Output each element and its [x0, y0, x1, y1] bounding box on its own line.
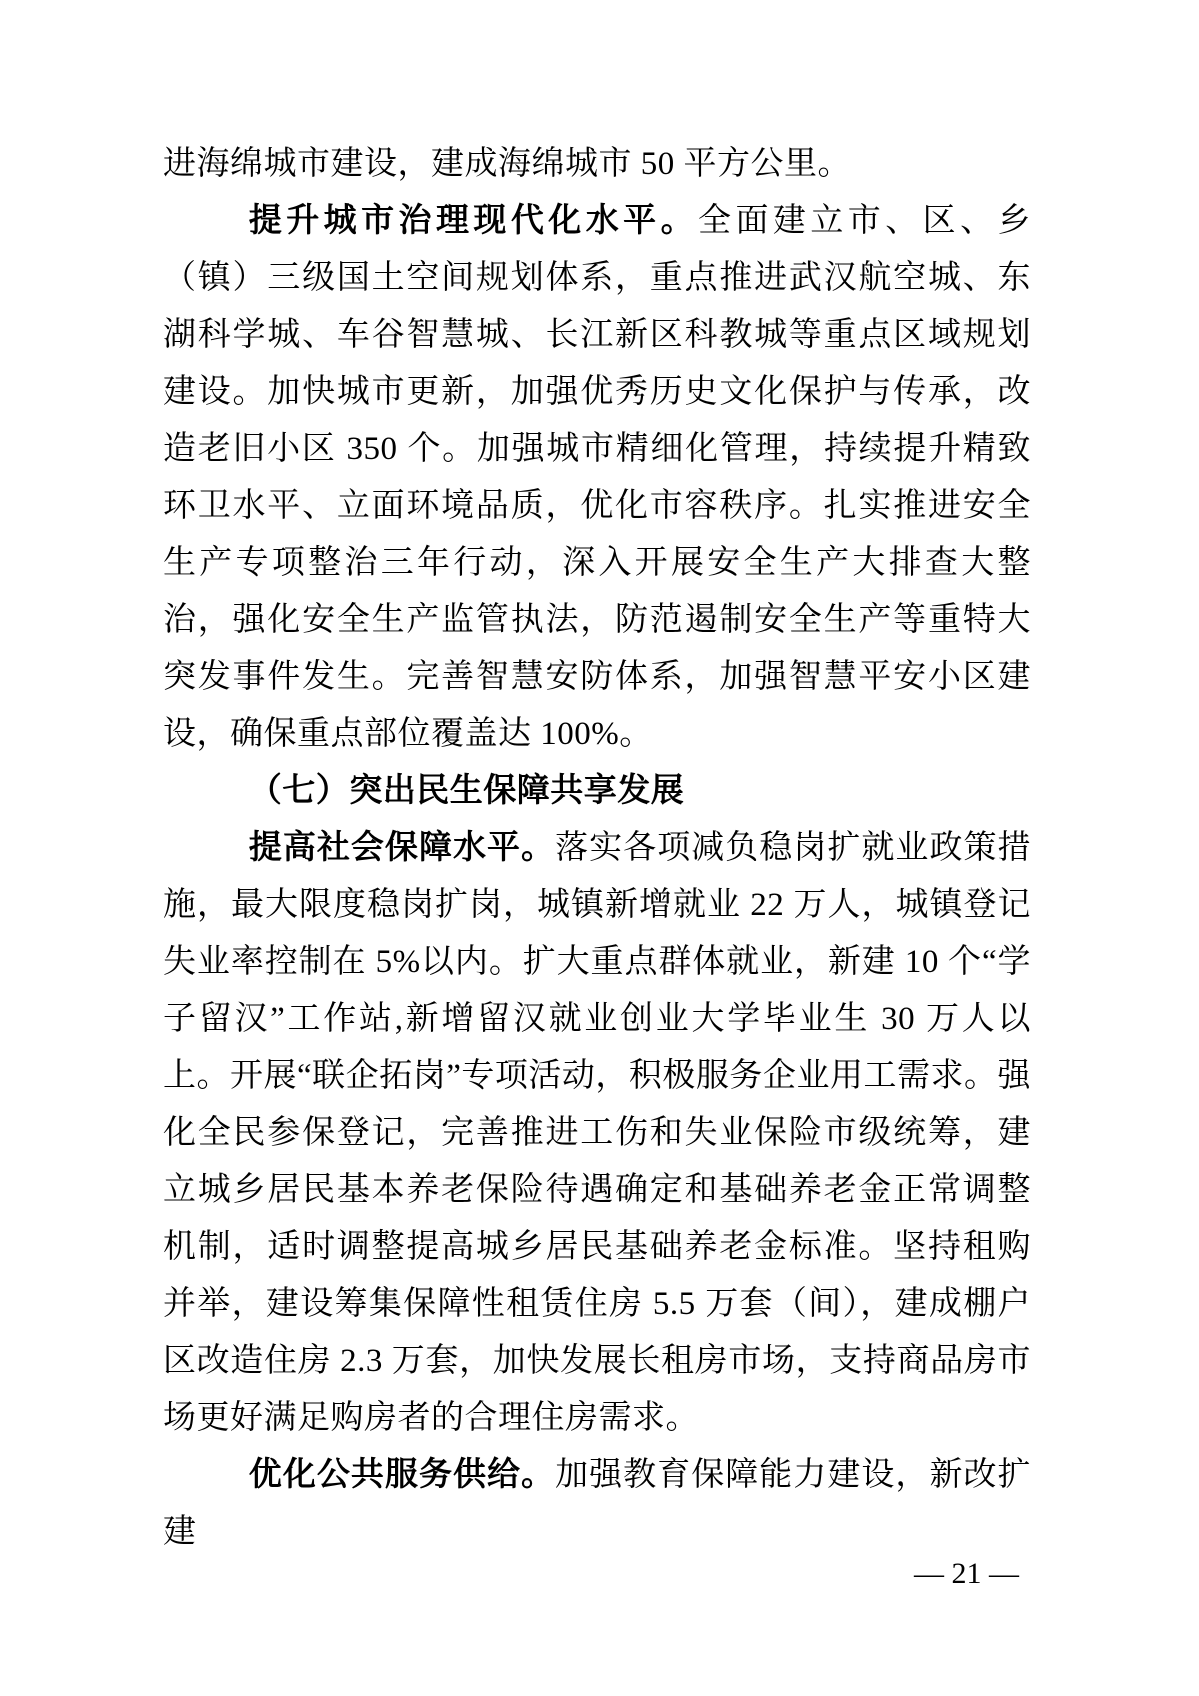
paragraph-text: 加强教育保障能力建设，新改扩建	[163, 1457, 1032, 1550]
paragraph-lead: （七）突出民生保障共享发展	[248, 773, 685, 809]
paragraph-text: 进海绵城市建设，建成海绵城市 50 平方公里。	[163, 146, 851, 182]
paragraph-lead: 提升城市治理现代化水平。	[248, 203, 699, 239]
paragraph-text: 全面建立市、区、乡（镇）三级国土空间规划体系，重点推进武汉航空城、东湖科学城、车谷智慧城、长江新区科教城等重点区域规划建设。加快城市更新，加强优秀历史文化保护与传承，改造老旧小区 350 个。加强城市精细化管理，持续提升精致环卫水平、立面环境品质，优化市容秩序。扎实推进安全生产专项整治三年行动，深入开展安全生产大排查大整治，强化安全生产监管执法，防范遏制安全生产等重特大突发事件发生。完善智慧安防体系，加强智慧平安小区建设，确保重点部位覆盖达 100%。	[163, 203, 1032, 752]
paragraph-urban-governance	[163, 193, 1031, 763]
paragraph-text: 落实各项减负稳岗扩就业政策措施，最大限度稳岗扩岗，城镇新增就业 22 万人，城镇登记失业率控制在 5%以内。扩大重点群体就业，新建 10 个“学子留汉”工作站,新增留汉就业创业大学毕业生 30 万人以上。开展“联企拓岗”专项活动，积极服务企业用工需求。强化全民参保登记，完善推进工伤和失业保险市级统筹，建立城乡居民基本养老保险待遇确定和基础养老金正常调整机制，适时调整提高城乡居民基础养老金标准。坚持租购并举，建设筹集保障性租赁住房 5.5 万套（间），建成棚户区改造住房 2.3 万套，加快发展长租房市场，支持商品房市场更好满足购房者的合理住房需求。	[163, 830, 1032, 1436]
document-body	[163, 136, 1031, 1561]
paragraph-sponge-city-continued	[163, 136, 1031, 193]
section-heading-seven	[163, 763, 1031, 820]
paragraph-lead: 优化公共服务供给。	[248, 1457, 556, 1493]
paragraph-public-services	[163, 1447, 1031, 1561]
page-number: — 21 —	[914, 1557, 1019, 1590]
paragraph-social-security	[163, 820, 1031, 1447]
paragraph-lead: 提高社会保障水平。	[248, 830, 556, 866]
